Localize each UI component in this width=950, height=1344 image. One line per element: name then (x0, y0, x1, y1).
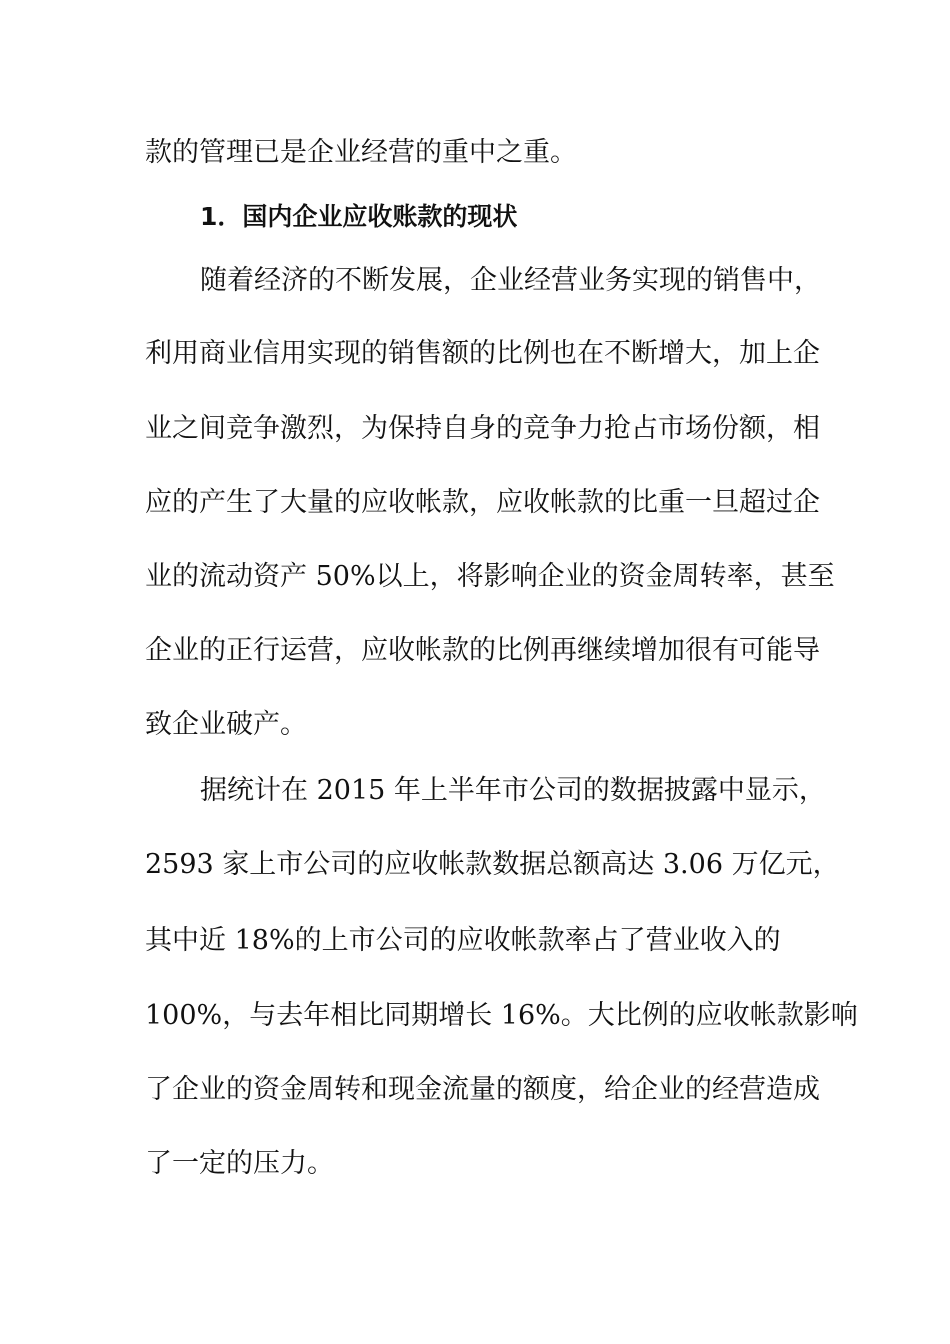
paragraph-line: 随着经济的不断发展，企业经营业务实现的销售中， (200, 265, 821, 296)
paragraph-line: 2593 家上市公司的应收帐款数据总额高达 3.06 万亿元， (145, 849, 840, 880)
section-heading: 1．国内企业应收账款的现状 (200, 202, 518, 231)
paragraph-line: 据统计在 2015 年上半年市公司的数据披露中显示， (200, 775, 826, 806)
paragraph-line: 业的流动资产 50%以上，将影响企业的资金周转率，甚至 (145, 561, 835, 592)
paragraph-line: 了企业的资金周转和现金流量的额度，给企业的经营造成 (145, 1074, 820, 1105)
paragraph-line: 企业的正行运营，应收帐款的比例再继续增加很有可能导 (145, 635, 820, 666)
paragraph-line: 其中近 18%的上市公司的应收帐款率占了营业收入的 (145, 925, 781, 956)
paragraph-line: 致企业破产。 (145, 709, 307, 740)
paragraph-line: 100%，与去年相比同期增长 16%。大比例的应收帐款影响 (145, 1000, 858, 1031)
paragraph-line: 应的产生了大量的应收帐款，应收帐款的比重一旦超过企 (145, 487, 820, 518)
paragraph-line: 业之间竞争激烈，为保持自身的竞争力抢占市场份额，相 (145, 413, 820, 444)
paragraph-line: 了一定的压力。 (145, 1148, 334, 1179)
paragraph-line: 款的管理已是企业经营的重中之重。 (145, 137, 577, 168)
paragraph-line: 利用商业信用实现的销售额的比例也在不断增大，加上企 (145, 338, 820, 369)
